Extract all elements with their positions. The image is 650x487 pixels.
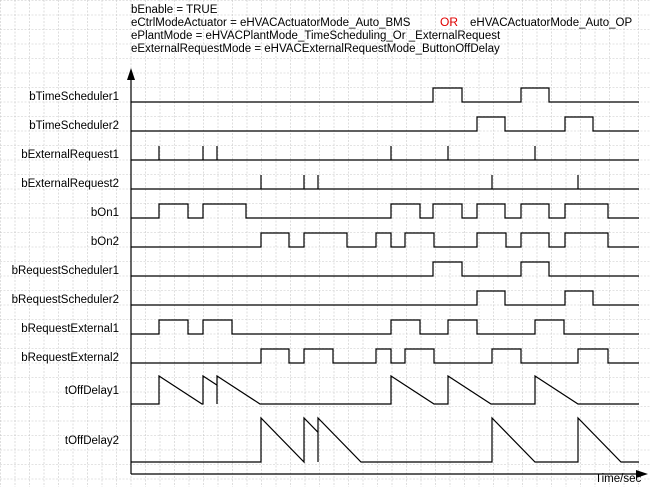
signal-trace xyxy=(131,88,639,102)
signal-labels xyxy=(12,91,119,447)
y-axis-arrow-icon xyxy=(127,68,135,80)
header-line-external-request-mode: eExternalRequestMode = eHVACExternalRequestMode_ButtonOffDelay xyxy=(131,43,500,55)
signal-trace xyxy=(131,204,639,218)
header-line-enable: bEnable = TRUE xyxy=(131,4,218,16)
header-line-plant-mode: ePlantMode = eHVACPlantMode_TimeScheduling_Or _ExternalRequest xyxy=(131,30,501,42)
signal-label: bRequestExternal1 xyxy=(21,323,119,335)
signal-label: tOffDelay2 xyxy=(64,435,119,447)
signal-label: bExternalRequest2 xyxy=(21,178,119,190)
signal-label: bTimeScheduler2 xyxy=(29,120,119,132)
signal-trace xyxy=(131,233,639,247)
signal-trace xyxy=(131,320,639,334)
signal-trace xyxy=(131,349,639,363)
signal-trace xyxy=(131,418,639,462)
x-axis-label: Time/sec xyxy=(595,473,642,485)
header-or-text: OR xyxy=(440,15,458,29)
signal-trace xyxy=(131,175,639,189)
signal-label: bRequestScheduler2 xyxy=(11,294,119,306)
signal-label: bOn1 xyxy=(90,207,119,219)
signal-trace xyxy=(131,146,639,160)
signal-label: bExternalRequest1 xyxy=(21,149,119,161)
signal-trace xyxy=(131,262,639,276)
signal-label: bRequestExternal2 xyxy=(21,352,119,364)
signal-label: bOn2 xyxy=(90,236,119,248)
header-line-actuator-mode-alt: eHVACActuatorMode_Auto_OP xyxy=(470,17,633,29)
signal-trace xyxy=(131,376,639,404)
signal-label: tOffDelay1 xyxy=(64,385,119,397)
signal-label: bRequestScheduler1 xyxy=(11,265,119,277)
header-line-actuator-mode: eCtrlModeActuator = eHVACActuatorMode_Auto_BMS xyxy=(131,17,411,29)
signal-label: bTimeScheduler1 xyxy=(29,91,119,103)
signal-trace xyxy=(131,291,639,305)
signal-trace xyxy=(131,117,639,131)
signal-traces xyxy=(131,88,639,462)
